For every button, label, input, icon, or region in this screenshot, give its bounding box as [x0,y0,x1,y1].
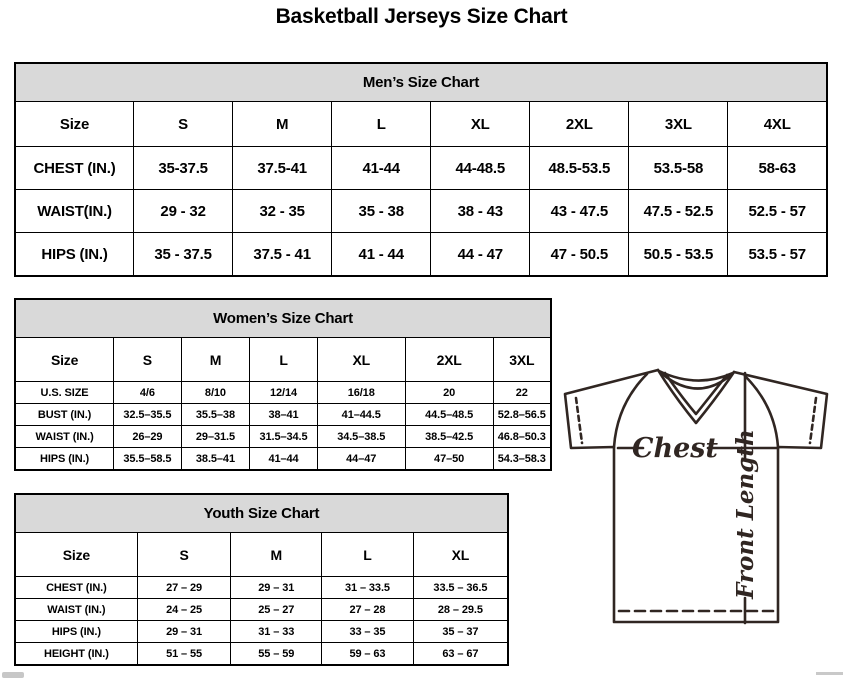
youth-cell: 55 – 59 [231,643,322,666]
youth-cell: 27 – 28 [322,599,414,621]
mens-size-chart-table [14,62,828,277]
womens-col-header: Size [15,338,114,382]
mens-col-header: Size [15,102,134,147]
womens-cell: 20 [405,382,493,404]
mens-cell: 53.5-58 [629,147,728,190]
womens-col-header: L [250,338,318,382]
mens-cell: 50.5 - 53.5 [629,233,728,277]
womens-cell: 38.5–41 [181,448,250,471]
womens-cell: 35.5–38 [181,404,250,426]
youth-cell: 28 – 29.5 [413,599,508,621]
youth-cell: 25 – 27 [231,599,322,621]
womens-row-label: WAIST (IN.) [15,426,114,448]
mens-cell: 44-48.5 [431,147,530,190]
youth-cell: 29 – 31 [231,577,322,599]
mens-cell: 29 - 32 [134,190,233,233]
mens-cell: 44 - 47 [431,233,530,277]
youth-row-label: HIPS (IN.) [15,621,137,643]
youth-col-header: Size [15,533,137,577]
sleeve-dash-right [810,398,816,443]
youth-cell: 35 – 37 [413,621,508,643]
mens-cell: 41-44 [332,147,431,190]
womens-cell: 41–44 [250,448,318,471]
chest-label: Chest [632,433,718,464]
youth-cell: 59 – 63 [322,643,414,666]
youth-cell: 31 – 33 [231,621,322,643]
mens-cell: 41 - 44 [332,233,431,277]
table-row [15,190,827,233]
mens-row-label: WAIST(IN.) [15,190,134,233]
youth-cell: 51 – 55 [137,643,231,666]
mens-cell: 53.5 - 57 [728,233,827,277]
womens-row-label: HIPS (IN.) [15,448,114,471]
mens-cell: 38 - 43 [431,190,530,233]
youth-cell: 33 – 35 [322,621,414,643]
youth-chart-title: Youth Size Chart [15,494,508,533]
youth-col-header: M [231,533,322,577]
mens-chart-title: Men’s Size Chart [15,63,827,102]
youth-col-header: XL [413,533,508,577]
youth-row-label: WAIST (IN.) [15,599,137,621]
mens-row-label: HIPS (IN.) [15,233,134,277]
table-row [15,577,508,599]
womens-size-chart-table [14,298,552,471]
mens-col-header: 2XL [530,102,629,147]
youth-cell: 33.5 – 36.5 [413,577,508,599]
womens-row-label: BUST (IN.) [15,404,114,426]
table-row [15,426,551,448]
womens-cell: 34.5–38.5 [317,426,405,448]
womens-chart-title: Women’s Size Chart [15,299,551,338]
mens-cell: 35-37.5 [134,147,233,190]
youth-size-chart-table [14,493,509,666]
mens-cell: 52.5 - 57 [728,190,827,233]
youth-cell: 27 – 29 [137,577,231,599]
womens-cell: 4/6 [114,382,182,404]
youth-row-label: CHEST (IN.) [15,577,137,599]
table-row [15,233,827,277]
mens-cell: 35 - 37.5 [134,233,233,277]
womens-col-header: S [114,338,182,382]
sleeve-dash-left [576,398,582,443]
womens-cell: 35.5–58.5 [114,448,182,471]
mens-cell: 47.5 - 52.5 [629,190,728,233]
mens-col-header: M [233,102,332,147]
mens-cell: 43 - 47.5 [530,190,629,233]
horizontal-scrollbar-thumb[interactable] [2,672,24,678]
womens-cell: 32.5–35.5 [114,404,182,426]
jersey-measurement-diagram [555,360,840,662]
mens-cell: 35 - 38 [332,190,431,233]
womens-cell: 41–44.5 [317,404,405,426]
mens-cell: 58-63 [728,147,827,190]
mens-cell: 48.5-53.5 [530,147,629,190]
mens-cell: 37.5-41 [233,147,332,190]
womens-cell: 26–29 [114,426,182,448]
table-row [15,404,551,426]
mens-cell: 37.5 - 41 [233,233,332,277]
womens-cell: 47–50 [405,448,493,471]
front-length-label: Front Length [732,429,759,599]
womens-cell: 31.5–34.5 [250,426,318,448]
mens-cell: 32 - 35 [233,190,332,233]
table-row [15,621,508,643]
youth-col-header: S [137,533,231,577]
table-row [15,599,508,621]
jersey-outline [565,370,827,622]
womens-cell: 44–47 [317,448,405,471]
womens-cell: 12/14 [250,382,318,404]
youth-row-label: HEIGHT (IN.) [15,643,137,666]
page-title: Basketball Jerseys Size Chart [275,5,568,28]
womens-cell: 54.3–58.3 [493,448,551,471]
womens-cell: 29–31.5 [181,426,250,448]
womens-col-header: 3XL [493,338,551,382]
mens-col-header: L [332,102,431,147]
mens-col-header: 4XL [728,102,827,147]
womens-cell: 38.5–42.5 [405,426,493,448]
womens-cell: 46.8–50.3 [493,426,551,448]
womens-col-header: M [181,338,250,382]
womens-row-label: U.S. SIZE [15,382,114,404]
table-row [15,448,551,471]
youth-cell: 29 – 31 [137,621,231,643]
mens-cell: 47 - 50.5 [530,233,629,277]
youth-col-header: L [322,533,414,577]
youth-cell: 63 – 67 [413,643,508,666]
mens-col-header: S [134,102,233,147]
youth-cell: 24 – 25 [137,599,231,621]
table-row [15,382,551,404]
mens-row-label: CHEST (IN.) [15,147,134,190]
mens-col-header: 3XL [629,102,728,147]
scrollbar-fragment [816,672,843,675]
womens-cell: 44.5–48.5 [405,404,493,426]
womens-col-header: 2XL [405,338,493,382]
womens-cell: 8/10 [181,382,250,404]
womens-col-header: XL [317,338,405,382]
womens-cell: 16/18 [317,382,405,404]
mens-col-header: XL [431,102,530,147]
womens-cell: 38–41 [250,404,318,426]
table-row [15,147,827,190]
womens-cell: 52.8–56.5 [493,404,551,426]
womens-cell: 22 [493,382,551,404]
table-row [15,643,508,666]
youth-cell: 31 – 33.5 [322,577,414,599]
